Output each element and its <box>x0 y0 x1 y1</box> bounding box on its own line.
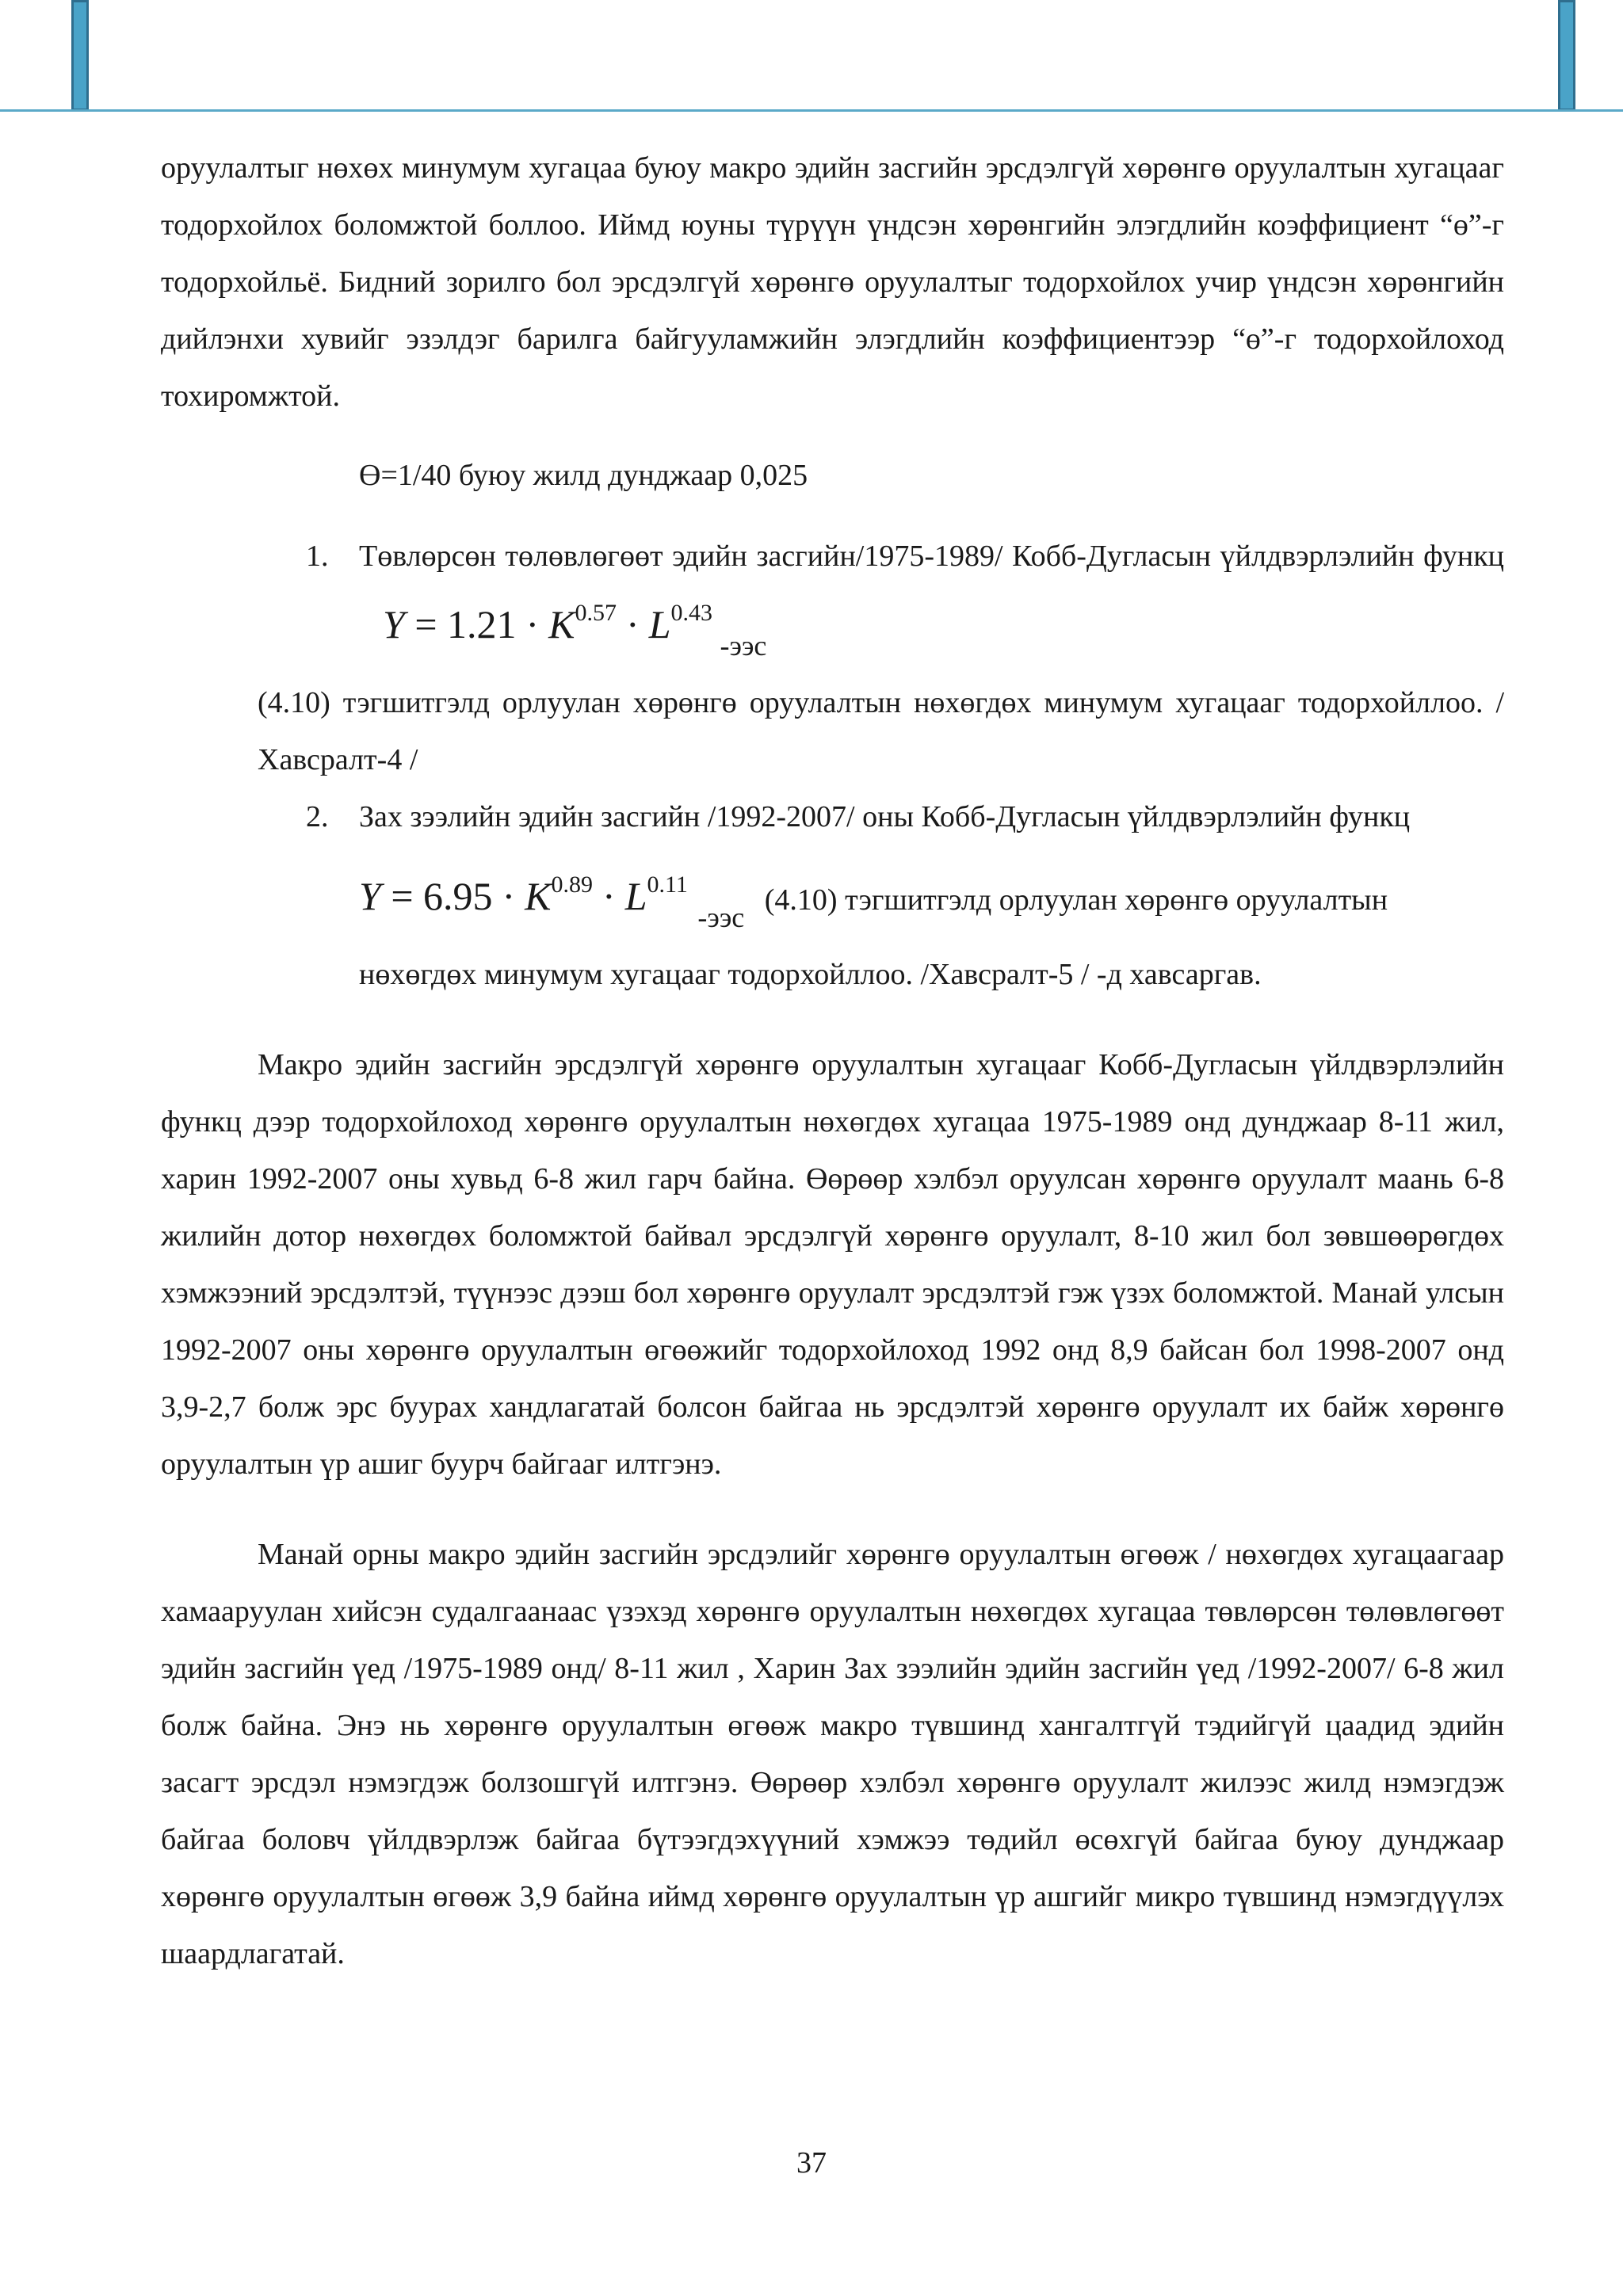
cobb-douglas-formula-1: $Y = 1.21 \cdot K^{0.57} \cdot L^{0.43}$ <box>383 600 712 646</box>
cobb-douglas-formula-2: $Y = 6.95 \cdot K^{0.89} \cdot L^{0.11}$ <box>359 871 688 918</box>
header-accent-bar-right <box>1558 0 1575 111</box>
list-item-2 <box>161 788 1504 845</box>
paragraph-1: оруулалтыг нөхөх минумум хугацаа буюу макро эдийн засгийн эрсдэлгүй хөрөнгө оруулалтын хугацааг тодорхойлох боломжтой боллоо. Иймд юуны түрүүн үндсэн хөрөнгийн элэгдлийн коэффициент “ө”-г тодорхойльё. Бидний зорилго бол эрсдэлгүй хөрөнгө оруулалтыг тодорхойлох учир үндсэн хөрөнгийн дийлэнхи хувийг эзэлдэг барилга байгууламжийн элэгдлийн коэффициентээр “ө”-г тодорхойлоход тохиромжтой. <box>161 151 1504 413</box>
formula-1-suffix: -ээс <box>720 630 767 662</box>
list-item-2-continuation: нөхөгдөх минумум хугацааг тодорхойллоо. /Хавсралт-5 / -д хавсаргав. <box>359 958 1262 991</box>
list-item-1-continuation: (4.10) тэгшитгэлд орлуулан хөрөнгө оруулалтын нөхөгдөх минумум хугацааг тодорхойллоо. / Хавсралт-4 / <box>258 686 1504 776</box>
paragraph-3: Манай орны макро эдийн засгийн эрсдэлийг хөрөнгө оруулалтын өгөөж / нөхөгдөх хугацаагаар хамааруулан хийсэн судалгаанаас үзэхэд хөрөнгө оруулалтын нөхөгдөх хугацаа төвлөрсөн төлөвлөгөөт эдийн засгийн үед /1975-1989 онд/ 8-11 жил , Харин Зах зээлийн эдийн засгийн үед /1992-2007/ 6-8 жил болж байна. Энэ нь хөрөнгө оруулалтын өгөөж макро түвшинд хангалтгүй тэдийгүй цаадид эдийн засагт эрсдэл нэмэгдэж болзошгүй илтгэнэ. Өөрөөр хэлбэл хөрөнгө оруулалт жилээс жилд нэмэгдэж байгаа боловч үйлдвэрлэж байгаа бүтээгдэхүүний хэмжээ төдийл өсөхгүй байгаа буюу дунджаар хөрөнгө оруулалтын өгөөж 3,9 байна иймд хөрөнгө оруулалтын үр ашгийг микро түвшинд нэмэгдүүлэх шаардлагатай. <box>161 1538 1504 1970</box>
paragraph-2: Макро эдийн засгийн эрсдэлгүй хөрөнгө оруулалтын хугацааг Кобб-Дугласын үйлдвэрлэлийн функц дээр тодорхойлоход хөрөнгө оруулалтын нөхөгдөх хугацаа 1975-1989 онд дунджаар 8-11 жил, харин 1992-2007 оны хувьд 6-8 жил гарч байна. Өөрөөр хэлбэл оруулсан хөрөнгө оруулалт маань 6-8 жилийн дотор нөхөгдөх боломжтой байвал эрсдэлгүй хөрөнгө оруулалт, 8-10 жил бол зөвшөөрөгдөх хэмжээний эрсдэлтэй, түүнээс дээш бол хөрөнгө оруулалт эрсдэлтэй гэж үзэх боломжтой. Манай улсын 1992-2007 оны хөрөнгө оруулалтын өгөөжийг тодорхойлоход 1992 онд 8,9 байсан бол 1998-2007 онд 3,9-2,7 болж эрс буурах хандлагатай болсон байгаа нь эрсдэлтэй хөрөнгө оруулалт их байж хөрөнгө оруулалтын үр ашиг буурч байгааг илтгэнэ. <box>161 1048 1504 1481</box>
list-number-1: 1. <box>306 540 329 573</box>
formula-2-suffix: -ээс <box>697 902 745 933</box>
list-number-2: 2. <box>306 800 329 833</box>
formula-2-line <box>161 856 1504 946</box>
list-item-2-text: Зах зээлийн эдийн засгийн /1992-2007/ оны Кобб-Дугласын үйлдвэрлэлийн функц <box>359 800 1411 833</box>
formula-2-inline-text: (4.10) тэгшитгэлд орлуулан хөрөнгө оруулалтын <box>764 883 1388 917</box>
header-rule <box>0 109 1623 112</box>
list-item-1 <box>161 528 1504 674</box>
list-item-1-text: Төвлөрсөн төлөвлөгөөт эдийн засгийн/1975-1989/ Кобб-Дугласын үйлдвэрлэлийн функц <box>359 540 1504 573</box>
header-accent-bar-left <box>71 0 89 111</box>
page-body <box>161 139 1504 1982</box>
theta-definition: Ө=1/40 буюу жилд дунджаар 0,025 <box>359 459 808 492</box>
page-number: 37 <box>796 2146 827 2180</box>
